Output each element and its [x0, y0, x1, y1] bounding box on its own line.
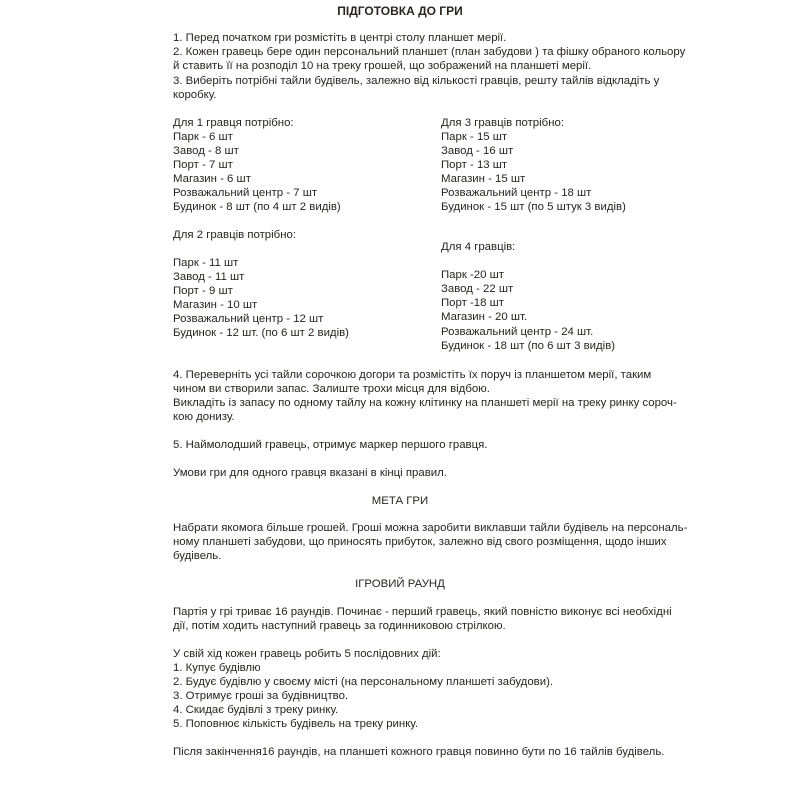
players-2-item: Порт - 9 шт: [173, 285, 233, 297]
players-3-heading: Для 3 гравців потрібно:: [441, 117, 564, 129]
players-2-item: Завод - 11 шт: [173, 271, 245, 283]
intro-line: коробку.: [173, 89, 217, 101]
intro-line: й ставить її на розподіл 10 на треку грошей, що зображений на планшеті мерії.: [173, 60, 592, 72]
players-1-heading: Для 1 гравця потрібно:: [173, 117, 294, 129]
players-4-item: Будинок - 18 шт (по 6 шт 3 видів): [441, 340, 616, 352]
players-3-item: Будинок - 15 шт (по 5 штук 3 видів): [441, 201, 626, 213]
intro-line: 1. Перед початком гри розмістіть в центрі столу планшет мерії.: [173, 32, 507, 44]
players-4-item: Завод - 22 шт: [441, 283, 514, 295]
round-ending: Після закінчення16 раундів, на планшеті кожного гравця повинно бути по 16 тайлів будівель.: [173, 746, 665, 758]
intro-line: 2. Кожен гравець бере один персональний планшет (план забудови ) та фішку обраного кольору: [173, 46, 686, 58]
players-2-item: Парк - 11 шт: [173, 257, 239, 269]
players-2-item: Магазин - 10 шт: [173, 299, 258, 311]
actions-intro: У свій хід кожен гравець робить 5 послідовних дій:: [173, 648, 441, 660]
players-1-item: Порт - 7 шт: [173, 159, 233, 171]
intro-line: 3. Виберіть потрібні тайли будівель, залежно від кількості гравців, решту тайлів відкладіть у: [173, 75, 660, 87]
step-4-line: чином ви створили запас. Залиште трохи місця для відбою.: [173, 383, 490, 395]
players-4-heading: Для 4 гравців:: [441, 241, 516, 253]
players-1-item: Завод - 8 шт: [173, 145, 239, 157]
solo-note: Умови гри для одного гравця вказані в кінці правил.: [173, 467, 447, 479]
step-4-line: кою донизу.: [173, 411, 235, 423]
round-line: дії, потім ходить наступний гравець за годинниковою стрілкою.: [173, 620, 506, 632]
action-item: 2. Будує будівлю у своєму місті (на персональному планшеті забудови).: [173, 676, 554, 688]
players-4-item: Парк -20 шт: [441, 269, 504, 281]
step-5-line: 5. Наймолодший гравець, отримує маркер першого гравця.: [173, 439, 488, 451]
action-item: 3. Отримує гроші за будівництво.: [173, 690, 349, 702]
round-heading: ІГРОВИЙ РАУНД: [355, 578, 445, 590]
players-4-item: Розважальний центр - 24 шт.: [441, 326, 594, 338]
step-4-line: Викладіть із запасу по одному тайлу на кожну клітинку на планшеті мерії на треку ринку сороч-: [173, 397, 677, 409]
goal-heading: МЕТА ГРИ: [371, 495, 429, 507]
players-3-item: Завод - 16 шт: [441, 145, 514, 157]
players-3-item: Магазин - 15 шт: [441, 173, 526, 185]
players-4-item: Порт -18 шт: [441, 297, 504, 309]
players-1-item: Розважальний центр - 7 шт: [173, 187, 318, 199]
goal-line: Набрати якомога більше грошей. Гроші можна заробити виклавши тайли будівель на персональ-: [173, 522, 688, 534]
players-3-item: Парк - 15 шт: [441, 131, 508, 143]
round-line: Партія у грі триває 16 раундів. Починає - перший гравець, який повністю виконує всі необхідні: [173, 606, 672, 618]
players-3-item: Порт - 13 шт: [441, 159, 508, 171]
page-title: ПІДГОТОВКА ДО ГРИ: [337, 4, 463, 18]
players-1-item: Магазин - 6 шт: [173, 173, 251, 185]
goal-line: будівель.: [173, 550, 222, 562]
players-1-item: Будинок - 8 шт (по 4 шт 2 видів): [173, 201, 341, 213]
players-1-item: Парк - 6 шт: [173, 131, 233, 143]
players-2-item: Розважальний центр - 12 шт: [173, 313, 324, 325]
action-item: 4. Скидає будівлі з треку ринку.: [173, 704, 339, 716]
players-3-item: Розважальний центр - 18 шт: [441, 187, 592, 199]
action-item: 5. Поповнює кількість будівель на треку ринку.: [173, 718, 419, 730]
players-2-heading: Для 2 гравців потрібно:: [173, 229, 296, 241]
players-4-item: Магазин - 20 шт.: [441, 311, 528, 323]
action-item: 1. Купує будівлю: [173, 662, 261, 674]
step-4-line: 4. Переверніть усі тайли сорочкою догори та розмістіть їх поруч із планшетом мерії, таким: [173, 369, 652, 381]
goal-line: ному планшеті забудови, що приносять прибуток, залежно від свого розміщення, щодо інших: [173, 536, 667, 548]
players-2-item: Будинок - 12 шт. (по 6 шт 2 видів): [173, 327, 349, 339]
